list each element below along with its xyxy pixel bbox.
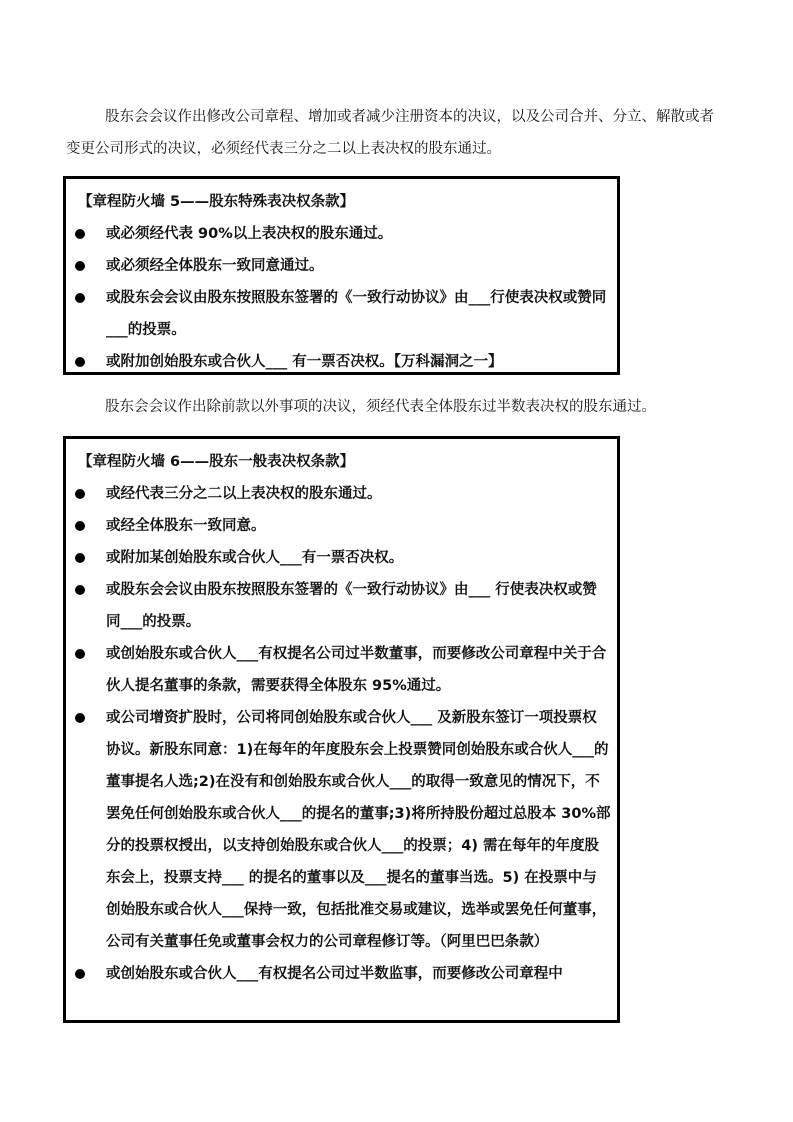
list-item-text: 或股东会会议由股东按照股东签署的《一致行动协议》由___行使表决权或赞同___的投票。: [106, 290, 607, 338]
bullet-icon: [75, 357, 85, 367]
paragraph-majority-resolution: 股东会会议作出除前款以外事项的决议，须经代表全体股东过半数表决权的股东通过。: [105, 399, 656, 415]
bullet-icon: [75, 521, 85, 531]
bullet-icon: [75, 293, 85, 303]
firewall-box-5-list: [66, 218, 617, 378]
list-item-text: 或必须经代表 90%以上表决权的股东通过。: [106, 226, 393, 242]
list-item: [66, 958, 617, 990]
list-item: [66, 702, 617, 958]
list-item: [66, 346, 617, 378]
list-item: [66, 510, 617, 542]
list-item: [66, 250, 617, 282]
list-item: [66, 542, 617, 574]
list-item-text: 或必须经全体股东一致同意通过。: [106, 258, 324, 274]
list-item-text: 或公司增资扩股时，公司将同创始股东或合伙人___ 及新股东签订一项投票权协议。新股东同意：1)在每年的年度股东会上投票赞同创始股东或合伙人___的董事提名人选;2)在没有和创始股东或合伙人___的取得一致意见的情况下，不罢免任何创始股东或合伙人___的提名的董事;3)将所持股份超过总股本 30%部分的投票权授出，以支持创始股东或合伙人___的投票；4) 需在每年的年度股东会上，投票支持___ 的提名的董事以及___提名的董事当选。5) 在投票中与创始股东或合伙人___保持一致，包括批准交易或建议，选举或罢免任何董事，公司有关董事任免或董事会权力的公司章程修订等。（阿里巴巴条款）: [106, 710, 611, 950]
paragraph-supermajority-resolution: 股东会会议作出修改公司章程、增加或者减少注册资本的决议，以及公司合并、分立、解散或者变更公司形式的决议，必须经代表三分之二以上表决权的股东通过。: [66, 109, 714, 157]
list-item-text: 或创始股东或合伙人___有权提名公司过半数监事，而要修改公司章程中: [106, 966, 563, 982]
list-item-text: 或经代表三分之二以上表决权的股东通过。: [106, 486, 382, 502]
firewall-box-5-title: 【章程防火墙 5——股东特殊表决权条款】: [78, 194, 355, 210]
bullet-icon: [75, 261, 85, 271]
list-item: [66, 638, 617, 702]
firewall-box-5: [63, 176, 620, 375]
bullet-icon: [75, 649, 85, 659]
list-item-text: 或附加某创始股东或合伙人___有一票否决权。: [106, 550, 404, 566]
list-item-text: 或附加创始股东或合伙人___ 有一票否决权。【万科漏洞之一】: [106, 354, 503, 370]
list-item-text: 或股东会会议由股东按照股东签署的《一致行动协议》由___ 行使表决权或赞同___的投票。: [106, 582, 597, 630]
list-item-text: 或经全体股东一致同意。: [106, 518, 266, 534]
list-item-text: 或创始股东或合伙人___有权提名公司过半数董事，而要修改公司章程中关于合伙人提名董事的条款，需要获得全体股东 95%通过。: [106, 646, 607, 694]
firewall-box-6: [63, 436, 620, 1023]
list-item: [66, 218, 617, 250]
bullet-icon: [75, 713, 85, 723]
bullet-icon: [75, 553, 85, 563]
bullet-icon: [75, 969, 85, 979]
list-item: [66, 574, 617, 638]
firewall-box-6-list: [66, 478, 617, 990]
list-item: [66, 478, 617, 510]
list-item: [66, 282, 617, 346]
bullet-icon: [75, 489, 85, 499]
bullet-icon: [75, 229, 85, 239]
firewall-box-6-title: 【章程防火墙 6——股东一般表决权条款】: [78, 454, 355, 470]
bullet-icon: [75, 585, 85, 595]
